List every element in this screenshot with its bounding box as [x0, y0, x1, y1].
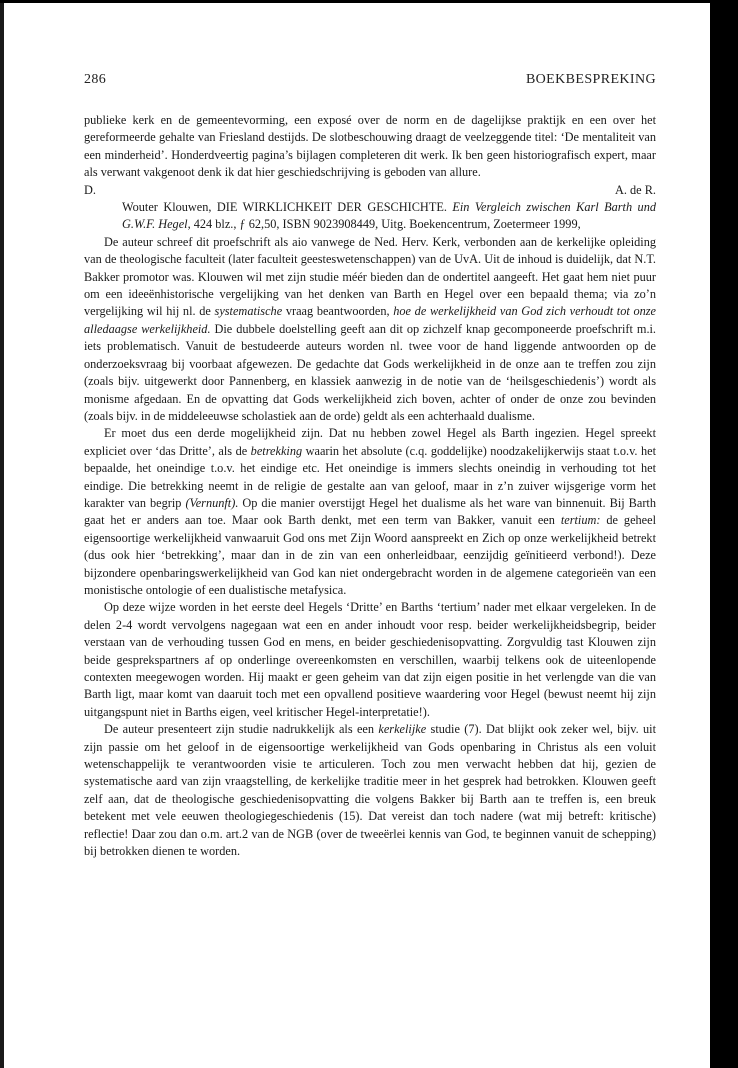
reviewer-initials: A. de R. — [615, 182, 656, 197]
p1-text-b: vraag beantwoorden, — [285, 304, 390, 319]
p2-emphasis-2: (Vernunft). — [185, 495, 239, 510]
p4-text-b: studie (7). Dat blijkt ook zeker wel, bijv. uit zijn passie om het geloof in de eigensoortige werkelijkheid van Gods openbaring in Christus als een voluit wetenschappelijk te verantwoorden visie te articuleren. Toch zou men verwacht hebben dat hij, gezien de systematische aard van zijn vraagstelling, de kerkelijke traditie meer in het gesprek had betrokken. Klouwen geeft zelf aan, dat de theologische geschiedenisopvatting die volgens Bakker bij Barth aan te treffen is, een breuk betekent met vele eeuwen theologiegeschiedenis (15). Dat vereist dan toch nadere (wat mij betreft: kritische) reflectie! Daar zou dan o.m. art.2 van de NGB (over de tweeërlei kennis van God, te beginnen vanuit de schepping) bij betrokken dienen te worden. — [84, 722, 656, 859]
section-title: BOEKBESPREKING — [525, 72, 656, 87]
running-header — [84, 72, 656, 88]
book-subtitle: Ein Vergleich zwischen Karl Barth und G.W.F. Hegel, — [122, 200, 657, 232]
paragraph-4 — [84, 721, 656, 860]
book-reference — [84, 199, 656, 234]
p2-text-a: Er moet dus een derde mogelijkheid zijn. Dat nu hebben zowel Hegel als Barth ingezien. Hegel spreekt expliciet over ‘das Dritte’, als de — [84, 426, 656, 458]
p1-text-c: Die dubbele doelstelling geeft aan dit op zichzelf knap gecomponeerde proefschrift m.i. iets problematisch. Vanuit de bestudeerde auteurs worden nl. twee voor de hand liggende antwoorden op de onderzoeksvraag bij voorbaat afgewezen. De gedachte dat Gods werkelijkheid in de onze aan te treffen zou zijn (zoals bijv. uitgewerkt door Pannenberg, en klassiek aanwezig in de notie van de ‘heilsgeschiedenis’) wordt als monisme afgedaan. En de opvatting dat Gods werkelijkheid zich boven, achter of onder de onze zou bevinden (zoals bijv. in de middeleeuwse scholastiek aan de orde) geldt als een achterhaald dualisme. — [84, 321, 657, 423]
p1-emphasis-2: hoe de werkelijkheid van God zich verhoudt tot onze alledaagse werkelijkheid. — [84, 304, 657, 336]
scan-edge — [710, 0, 738, 1068]
paragraph-3: Op deze wijze worden in het eerste deel Hegels ‘Dritte’ en Barths ‘tertium’ nader met elkaar vergeleken. In de delen 2-4 wordt vervolgens nagegaan wat een en ander inhoudt voor resp. beider werkelijkheidsbegrip, beider verstaan van de verhouding tussen God en mens, en beider geschiedenisopvatting. Zorgvuldig tast Klouwen zijn beide gesprekspartners af op onderlinge overeenkomsten en verschillen, waarbij telkens ook de uiteenlopende contexten meegewogen worden. Hij maakt er geen geheim van dat zijn eigen positie in het verlengde van die van Barth ligt, maar komt van daaruit toch met een opvallend positieve waardering voor Hegel (bewust neemt hij zijn uitgangspunt niet in Barths eigen, veel kritischer Hegel-interpretatie!). — [84, 600, 656, 719]
book-details: 424 blz., ƒ 62,50, ISBN 9023908449, Uitg. Boekencentrum, Zoetermeer 1999, — [193, 217, 581, 232]
p4-emphasis-1: kerkelijke — [378, 722, 427, 737]
p2-text-b: waarin het absolute (c.q. goddelijke) noodzakelijkerwijs staat t.o.v. het bepaalde, het oneindige t.o.v. het eindige etc. Het oneindige is immers slechts oneindig in verhouding tot het eindige. Die betrekking neemt in de religie de gestalte aan van geloof, maar in z’n zuiver wijsgerige vorm het karakter van begrip — [84, 443, 656, 510]
p2-emphasis-3: tertium: — [560, 513, 601, 528]
paragraph-2 — [84, 425, 656, 599]
p2-text-c: Op die manier overstijgt Hegel het dualisme als het ware van binnenuit. Bij Barth gaat het er anders aan toe. Maar ook Barth denkt, met een term van Bakker, vanuit een — [84, 495, 656, 528]
p1-emphasis-1: systematische — [214, 304, 283, 319]
prev-review-text: publieke kerk en de gemeentevorming, een exposé over de norm en de dagelijkse praktijk en een over het gereformeerde gehalte van Friesland destijds. De slotbeschouwing draagt de veelzeggende titel: ‘De mentaliteit van een minderheid’. Honderdveertig pagina’s bijlagen completeren dit werk. Ik ben geen historiografisch expert, maar als verwant vakgenoot denk ik dat hier geschiedschrijving is geboden van allure. — [84, 113, 656, 180]
signature-line — [84, 182, 656, 199]
p2-text-d: de geheel eigensoortige werkelijkheid vanwaaruit God ons met Zijn Woord aanspreekt en Zich op onze werkelijkheid betrekt (dus ook hier ‘betrekking’, maar dan in de zin van een onherleidbaar, eenzijdig geïnitieerd verbond!). Deze bijzondere openbaringswerkelijkheid van God kan niet ondergebracht worden in de algemene categorieën van een monistische ontologie of een dualistische metafysica. — [84, 513, 657, 597]
p4-text-a: De auteur presenteert zijn studie nadrukkelijk als een — [104, 722, 375, 737]
page-body — [84, 112, 656, 860]
p1-text-a: De auteur schreef dit proefschrift als aio vanwege de Ned. Herv. Kerk, verbonden aan de kerkelijke opleiding van de theologische faculteit (later faculteit geesteswetenschappen) van de UvA. Uit de inhoud is duidelijk, dat N.T. Bakker promotor was. Klouwen wil met zijn studie méér bieden dan de ondertitel aangeeft. Het gaat hem niet puur om een ideeënhistorische vergelijking van het denken van Barth en Hegel over een bepaald thema; via zo’n vergelijking wil hij nl. de — [84, 234, 656, 319]
signature-place: D. — [84, 182, 96, 197]
p2-emphasis-1: betrekking — [250, 443, 303, 458]
book-author-title: Wouter Klouwen, DIE WIRKLICHKEIT DER GESCHICHTE. — [122, 200, 447, 215]
page-number: 286 — [84, 72, 107, 87]
scan-top-edge — [0, 0, 738, 3]
paragraph-1 — [84, 234, 656, 425]
